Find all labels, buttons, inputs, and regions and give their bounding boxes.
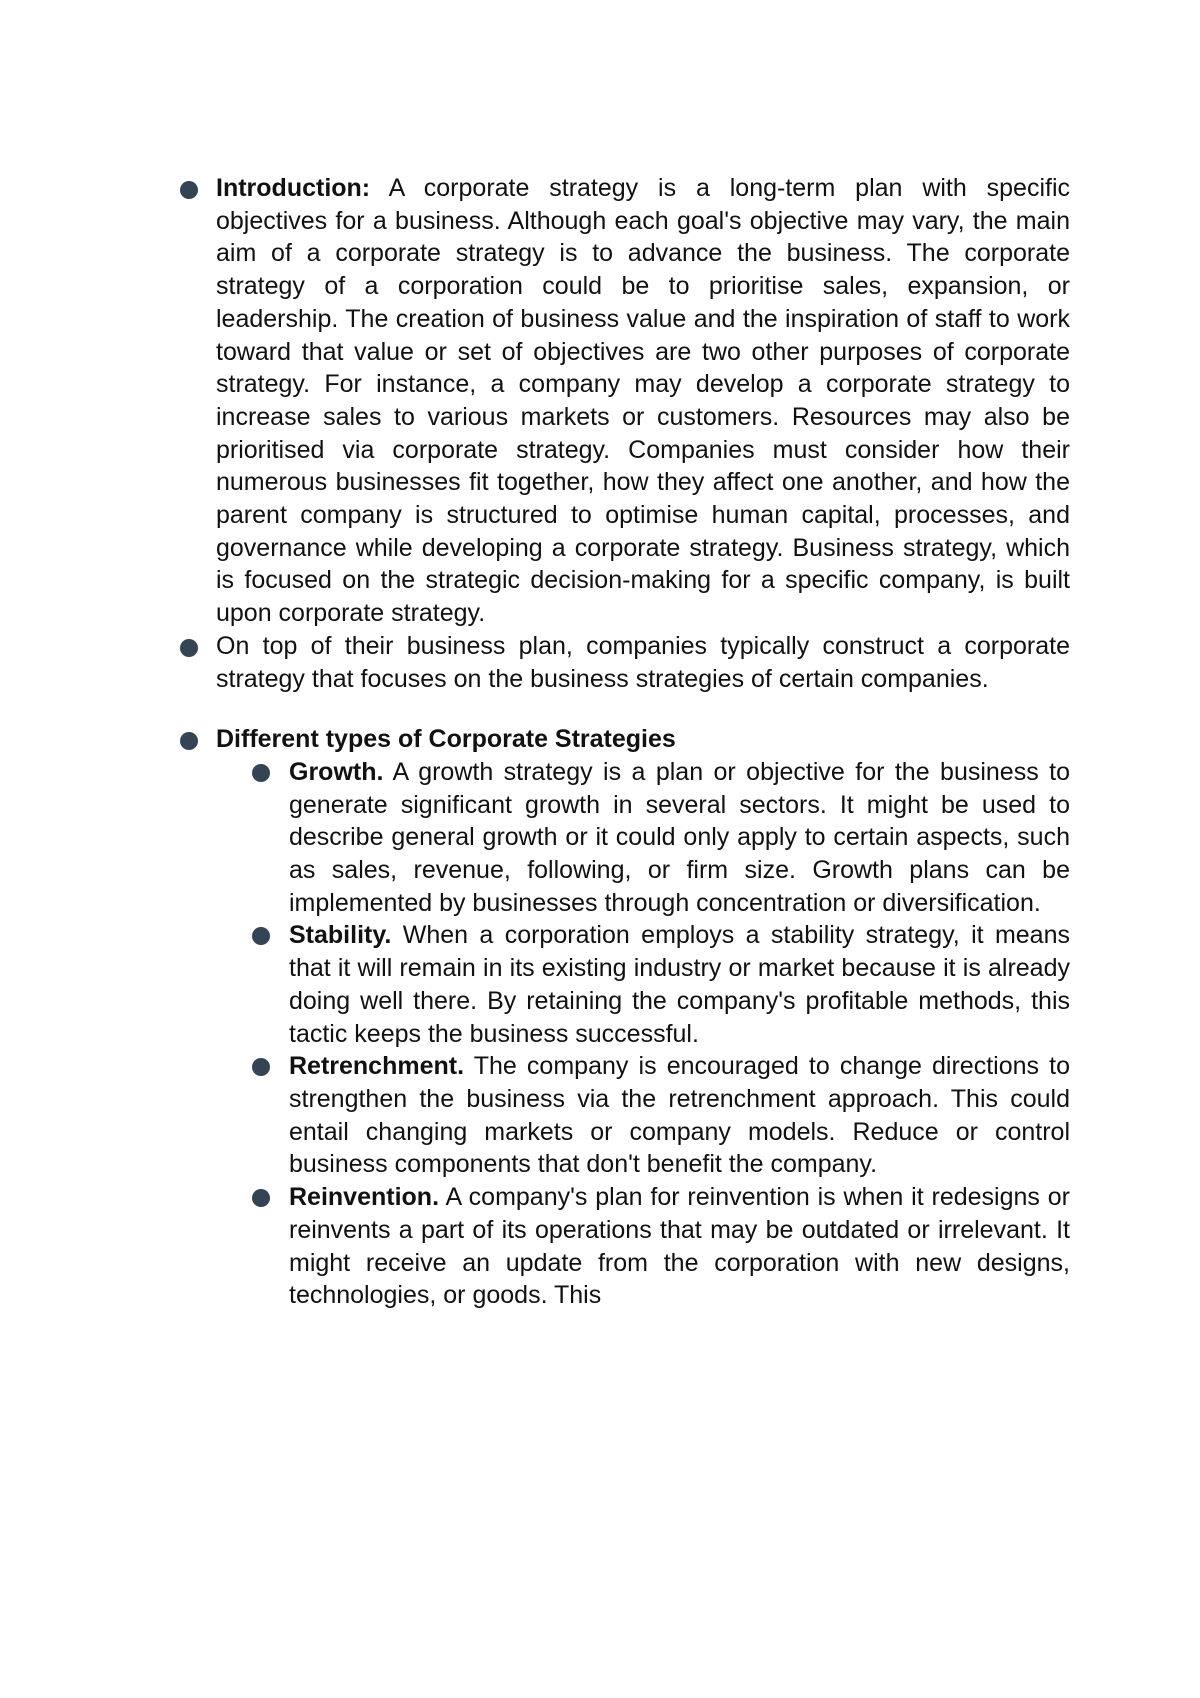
sub-bullet-item-retrenchment bbox=[252, 1050, 1070, 1181]
business-plan-text: On top of their business plan, companies typically construct a corporate strategy that focuses on the business strategies of certain companies. bbox=[216, 631, 1070, 693]
stability-text: When a corporation employs a stability strategy, it means that it will remain in its existing industry or market because it is already doing well there. By retaining the company's profitable methods, this tactic keeps the business successful. bbox=[289, 921, 1070, 1048]
reinvention-lead: Reinvention. bbox=[289, 1183, 440, 1212]
bullet-item-business-plan bbox=[180, 630, 1070, 695]
growth-lead: Growth. bbox=[289, 757, 384, 786]
sub-bullet-item-stability bbox=[252, 919, 1070, 1050]
growth-text: A growth strategy is a plan or objective for the business to generate significant growth in several sectors. It might be used to describe general growth or it could only apply to certain aspects, such as sales, revenue, following, or firm size. Growth plans can be implemented by businesses through concentration or diversification. bbox=[289, 757, 1070, 917]
introduction-lead: Introduction: bbox=[216, 174, 371, 202]
introduction-text: A corporate strategy is a long-term plan with specific objectives for a business. Although each goal's objective may vary, the main aim of a corporate strategy is to advance the business. The corporate strategy of a corporation could be to prioritise sales, expansion, or leadership. The creation of business value and the inspiration of staff to work toward that value or set of objectives are two other purposes of corporate strategy. For instance, a company may develop a corporate strategy to increase sales to various markets or customers. Resources may also be prioritised via corporate strategy. Companies must consider how their numerous businesses fit together, how they affect one another, and how the parent company is structured to optimise human capital, processes, and governance while developing a corporate strategy. Business strategy, which is focused on the strategic decision-making for a specific company, is built upon corporate strategy. bbox=[216, 174, 1070, 628]
bullet-icon bbox=[252, 764, 270, 782]
types-heading: Different types of Corporate Strategies bbox=[216, 725, 676, 754]
bullet-icon bbox=[180, 181, 198, 199]
sub-bullet-item-reinvention bbox=[252, 1181, 1070, 1312]
bullet-icon bbox=[252, 927, 270, 945]
bullet-item-introduction bbox=[180, 172, 1070, 630]
document-body bbox=[180, 172, 1070, 1312]
reinvention-text: A company's plan for reinvention is when it redesigns or reinvents a part of its operations that may be outdated or irrelevant. It might receive an update from the corporation with new designs, technologies, or goods. This bbox=[289, 1183, 1070, 1310]
bullet-icon bbox=[252, 1058, 270, 1076]
retrenchment-lead: Retrenchment. bbox=[289, 1052, 465, 1081]
sub-bullet-item-growth bbox=[252, 756, 1070, 920]
bullet-item-types-heading bbox=[180, 723, 1070, 756]
bullet-icon bbox=[180, 732, 198, 750]
bullet-icon bbox=[252, 1189, 270, 1207]
stability-lead: Stability. bbox=[289, 921, 392, 950]
retrenchment-text: The company is encouraged to change directions to strengthen the business via the retrenchment approach. This could entail changing markets or company models. Reduce or control business components that don't benefit the company. bbox=[289, 1052, 1070, 1179]
bullet-icon bbox=[180, 639, 198, 657]
